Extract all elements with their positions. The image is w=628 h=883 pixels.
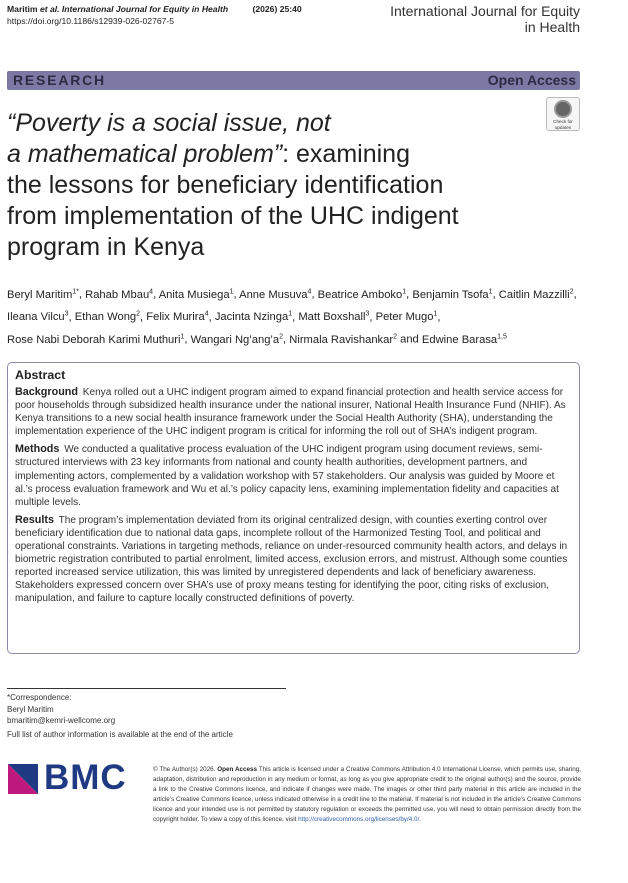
author-name[interactable]: Edwine Barasa$^{1,5}$ <box>421 333 507 347</box>
abstract-results: Results The program’s implementation deviated from its original centralized design, with counties exerting control over beneficiary identification due to national data gaps, incomplete rollout of the Harmonized Testing Tool, and political and operational constraints. Variations in targeting methods, reliance on under-resourced community health actors, and delays in biometric registration contributed to partial enrolment, limited access, exclusion errors, and mistrust. Although some counties reported increased service utilization, this was limited by unregistered dependents and lack of beneficiary awareness. Stakeholders expressed concern over SHA’s use of proxy means testing for identifying the poor, citing risks of exclusion, manipulation, and failure to capture locally constructed definitions of poverty. <box>15 513 568 605</box>
running-header <box>7 3 302 27</box>
author-name[interactable]: Ethan Wong$^2$ <box>74 310 141 324</box>
bmc-logo-text: BMC <box>44 758 127 797</box>
author-list: Beryl Maritim$^{1*}$, Rahab Mbau$^4$, Anita Musiega$^1$, Anne Musuva$^4$, Beatrice Amboko$^1$, Benjamin Tsofa$^1$, Caitlin Mazzilli$^2$, Ileana Vilcu$^3$, Ethan Wong$^2$, Felix Murira$^4$, Jacinta Nzinga$^1$, Matt Boxshall$^3$, Peter Mugo$^1$, Rose Nabi Deborah Karimi Muthuri$^1$, Wangari $Ng’ang’a^2$, Nirmala Ravishankar$^2$ and Edwine Barasa$^{1,5}$ <box>7 288 577 347</box>
article-title: “Poverty is a social issue, not a mathematical problem”: examining the lessons for beneficiary identification from implementation of the UHC indigent program in Kenya <box>7 109 459 261</box>
author-name[interactable]: Anne Musuva$^4$ <box>239 288 312 301</box>
section-label: RESEARCH <box>13 72 106 88</box>
abstract-box <box>7 362 580 654</box>
author-name[interactable]: Felix Murira$^4$ <box>146 310 209 324</box>
citation: Maritim et al. International Journal for Equity in Health <box>7 4 229 14</box>
author-info-note: Full list of author information is available at the end of the article <box>7 730 233 739</box>
author-name[interactable]: Matt Boxshall$^3$ <box>298 310 370 324</box>
footnote-divider <box>7 688 286 689</box>
doi-link[interactable]: https://doi.org/10.1186/s12939-026-02767-5 <box>7 16 175 26</box>
check-updates-icon <box>554 100 572 118</box>
author-name[interactable]: Caitlin Mazzilli$^2$ <box>498 288 574 301</box>
author-name[interactable]: Benjamin Tsofa$^1$ <box>412 288 493 301</box>
abstract-methods: Methods We conducted a qualitative process evaluation of the UHC indigent program using document reviews, semi-structured interviews with 23 key informants from national and county health authorities, development partners, and implementing actors, complemented by a validation workshop with 57 stakeholders. Our analysis was guided by Moore et al.’s process evaluation framework and Wu et al.’s policy capacity lens, examining implementation fidelity and capacities at multiple levels. <box>15 443 559 508</box>
check-for-updates-button[interactable]: Check for updates <box>546 97 580 131</box>
abstract-background: Background Kenya rolled out a UHC indigent program aimed to expand financial protection and health service access for poor households through subsidized health insurance under the national insurer, National Health Insurance Fund (NHIF). As Kenya transitions to a new social health insurance framework under the Social Health Authority (SHA), understanding the implementation experience of the UHC indigent program is critical for informing the roll out of SHA’s indigent program. <box>15 386 566 438</box>
correspondence-email[interactable]: bmaritim@kemri-wellcome.org <box>7 716 116 726</box>
author-name[interactable]: Anita Musiega$^1$ <box>158 288 234 301</box>
author-name[interactable]: Jacinta Nzinga$^1$ <box>214 310 293 324</box>
bmc-logo <box>8 758 138 798</box>
open-access-label: Open Access <box>487 72 576 88</box>
license-link[interactable]: http://creativecommons.org/licenses/by/4.0/ <box>298 815 420 823</box>
author-name[interactable]: Nirmala Ravishankar$^2$ <box>289 333 397 347</box>
year-volume: (2026) 25:40 <box>252 4 302 14</box>
author-name[interactable]: Ileana Vilcu$^3$ <box>7 310 69 324</box>
author-name[interactable]: Peter Mugo$^1$ <box>375 310 438 324</box>
license-statement: © The Author(s) 2026. Open Access This article is licensed under a Creative Commons Attribution 4.0 International License, which permits use, sharing, adaptation, distribution and reproduction in any medium or format, as long as you give appropriate credit to the original author(s) and the source, provide a link to the Creative Commons licence, and indicate if changes were made. The images or other third party material in this article are included in the article’s Creative Commons licence, unless indicated otherwise in a credit line to the material. If material is not included in the article’s Creative Commons licence and your intended use is not permitted by statutory regulation or exceeds the permitted use, you will need to obtain permission directly from the copyright holder. To view a copy of this licence, visit http://creativecommons.org/licenses/by/4.0/. <box>153 766 582 823</box>
journal-name: International Journal for Equity in Health <box>390 3 580 35</box>
correspondence: *Correspondence: Beryl Maritim bmaritim@kemri-wellcome.org <box>7 693 116 726</box>
abstract-heading: Abstract <box>15 368 66 382</box>
author-name[interactable]: Wangari $Ng’ang’a^2$ <box>190 333 284 347</box>
bmc-logo-mark <box>8 764 38 794</box>
author-name[interactable]: Rose Nabi Deborah Karimi Muthuri$^1$ <box>7 333 185 347</box>
author-name[interactable]: Rahab Mbau$^4$ <box>85 288 154 301</box>
section-banner <box>7 71 580 90</box>
author-name[interactable]: Beryl Maritim$^{1*}$ <box>7 288 79 301</box>
author-name[interactable]: Beatrice Amboko$^1$ <box>317 288 407 301</box>
